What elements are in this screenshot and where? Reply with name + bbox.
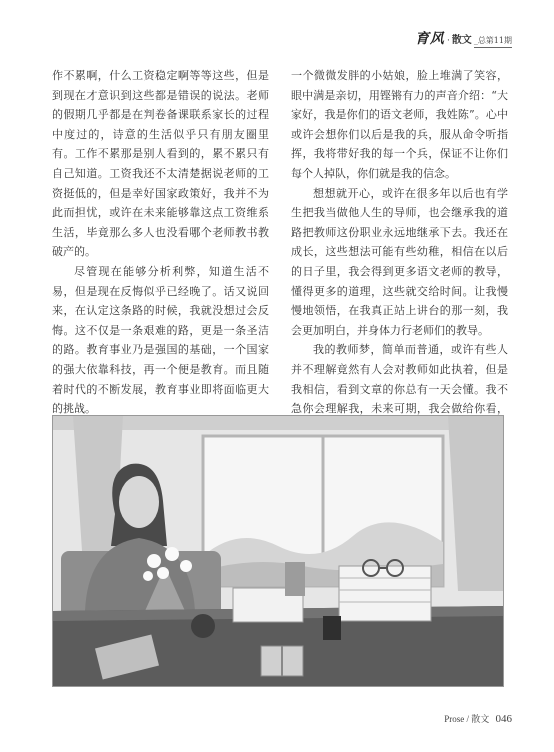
text-column-right	[291, 66, 508, 416]
page-number: 046	[495, 713, 512, 725]
article-body	[52, 66, 508, 416]
section-title: 散文	[451, 35, 472, 46]
paragraph: 作不累啊，什么工资稳定啊等等这些，但是到现在才意识到这些都是错误的说法。老师的假期几乎都是在判卷备课联系家长的过程中度过的，诗意的生活似乎只有朋友圈里有。工作不累那是别人看到的，累不累只有自己知道。工资我还不太清楚据说老师的工资挺低的，但是幸好国家政策好，我并不为此而担忧，或许在未来能够靠这点工资维系生活，毕竟那么多人也没看哪个老师教书教破产的。	[52, 69, 269, 259]
footer-label: Prose / 散文	[444, 714, 490, 724]
issue-number: _总第11期	[474, 35, 512, 48]
illustration-artwork	[53, 416, 503, 686]
teacher-illustration	[52, 415, 504, 687]
magazine-logo: 育风	[414, 31, 445, 47]
header-separator: ·	[446, 36, 450, 46]
paragraph: 我的教师梦，简单而普通，或许有些人并不理解竟然有人会对教师如此执着，但是我相信，看到文章的你总有一天会懂。我不急你会理解我，未来可期，我会做给你看，	[291, 343, 508, 416]
page-footer	[444, 712, 512, 725]
paragraph: 尽管现在能够分析利弊，知道生活不易，但是现在反悔似乎已经晚了。话又说回来，在认定这条路的时候，我就没想过会反悔。这不仅是一条艰难的路，更是一条圣洁的路。教育事业乃是强国的基础，一个国家的强大依靠科技，再一个便是教育。而且随着时代的不断发展，教育事业即将面临更大的挑战。	[52, 264, 269, 416]
page-header	[415, 28, 512, 48]
paragraph: 想想就开心，或许在很多年以后也有学生把我当做他人生的导师，也会继承我的道路把教师这份职业永远地继承下去。我还在成长，这些想法可能有些幼稚，相信在以后的日子里，我会得到更多语文老师的教导，懂得更多的道理，这些就交给时间。让我慢慢地领悟，在我真正站上讲台的那一刻，我会更加明白，并身体力行老师们的教导。	[291, 186, 508, 337]
text-column-left	[52, 66, 269, 416]
paragraph: 一个微微发胖的小姑娘，脸上堆满了笑容，眼中满是亲切，用铿锵有力的声音介绍：“大家好，我是你们的语文老师，我姓陈”。心中或许会想你们以后是我的兵，服从命令听指挥，我将带好我的每一个兵，保证不让你们每个人掉队，你们就是我的信念。	[291, 69, 508, 180]
